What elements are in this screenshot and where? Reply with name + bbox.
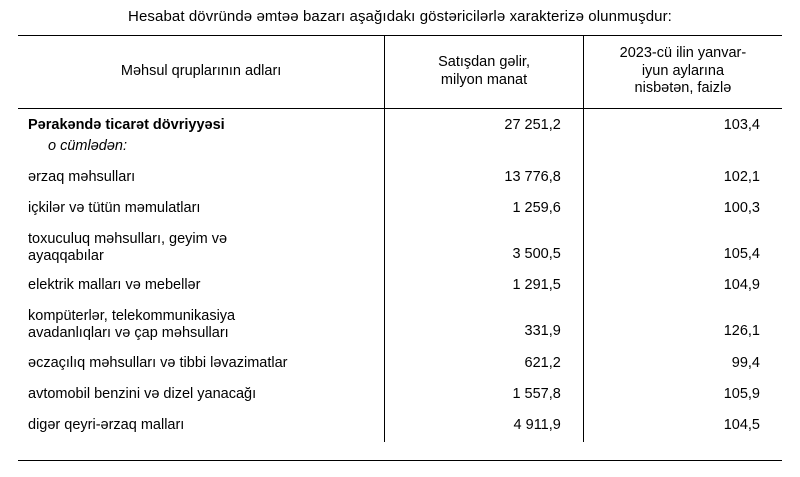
row-label [18,348,385,379]
row-label-line1: kompüterlər, telekommunikasiya [28,307,236,324]
column-header-percent [583,36,782,109]
column-header-product-groups: Məhsul qruplarının adları [18,36,385,109]
row-revenue: 331,9 [385,302,584,348]
row-label-line1: toxuculuq məhsulları, geyim və [28,230,228,247]
column-header-revenue [385,36,584,109]
row-label-line1: digər qeyri-ərzaq malları [28,417,185,434]
row-label [18,270,385,301]
row-percent-total: 103,4 [723,117,760,134]
row-percent: 104,5 [723,417,760,434]
row-label-line1: ərzaq məhsulları [28,168,136,185]
column-header-revenue-line2: milyon manat [440,71,528,88]
column-header-revenue-line1: Satışdan gəlir, [438,53,530,70]
row-label [18,225,385,271]
row-label-line2: avadanlıqları və çap məhsulları [28,325,229,342]
row-label-total: Pərakəndə ticarət dövriyyəsi [18,109,385,138]
row-label-line1: elektrik malları və mebellər [28,277,201,294]
table-header-row [18,36,782,109]
row-label-subheading: o cümlədən: [18,137,385,161]
table-row [18,225,782,271]
row-percent: 99,4 [731,354,760,371]
table-row [18,348,782,379]
table-row-subheading [18,137,782,161]
row-percent: 126,1 [723,323,760,340]
column-header-percent-line1: 2023-cü ilin yanvar- [619,45,747,61]
row-revenue: 1 259,6 [385,193,584,224]
table-row [18,270,782,301]
table-row [18,379,782,410]
row-revenue-total: 27 251,2 [385,109,584,138]
row-revenue: 13 776,8 [385,162,584,193]
row-percent: 105,9 [723,385,760,402]
page-title: Hesabat dövründə əmtəə bazarı aşağıdakı göstəricilərlə xarakterizə olunmuşdur: [128,8,672,25]
row-percent: 105,4 [723,246,760,263]
row-revenue: 4 911,9 [385,410,584,441]
table-row-total [18,109,782,138]
row-revenue: 1 291,5 [385,270,584,301]
row-label [18,410,385,441]
table-row [18,410,782,441]
table-header [18,36,782,109]
row-label [18,193,385,224]
row-percent-subheading [583,137,782,161]
row-label [18,162,385,193]
row-label [18,302,385,348]
row-percent: 104,9 [723,277,760,294]
table-row [18,193,782,224]
row-revenue: 3 500,5 [385,225,584,271]
table-body [18,109,782,442]
row-revenue: 621,2 [385,348,584,379]
table-row [18,162,782,193]
row-label-line2: ayaqqabılar [28,248,104,265]
row-revenue-subheading [385,137,584,161]
row-percent: 100,3 [723,200,760,217]
table-row [18,302,782,348]
row-percent: 102,1 [723,168,760,185]
row-revenue: 1 557,8 [385,379,584,410]
retail-trade-table [18,35,782,442]
column-header-percent-line2: iyun aylarına [641,62,725,79]
table-bottom-rule [18,460,782,461]
row-label-line1: avtomobil benzini və dizel yanacağı [28,385,257,402]
row-label [18,379,385,410]
row-label-line1: içkilər və tütün məmulatları [28,200,201,217]
row-label-line1: əczaçılıq məhsulları və tibbi ləvazimatlar [28,354,288,371]
column-header-percent-line3: nisbətən, faizlə [634,80,732,97]
